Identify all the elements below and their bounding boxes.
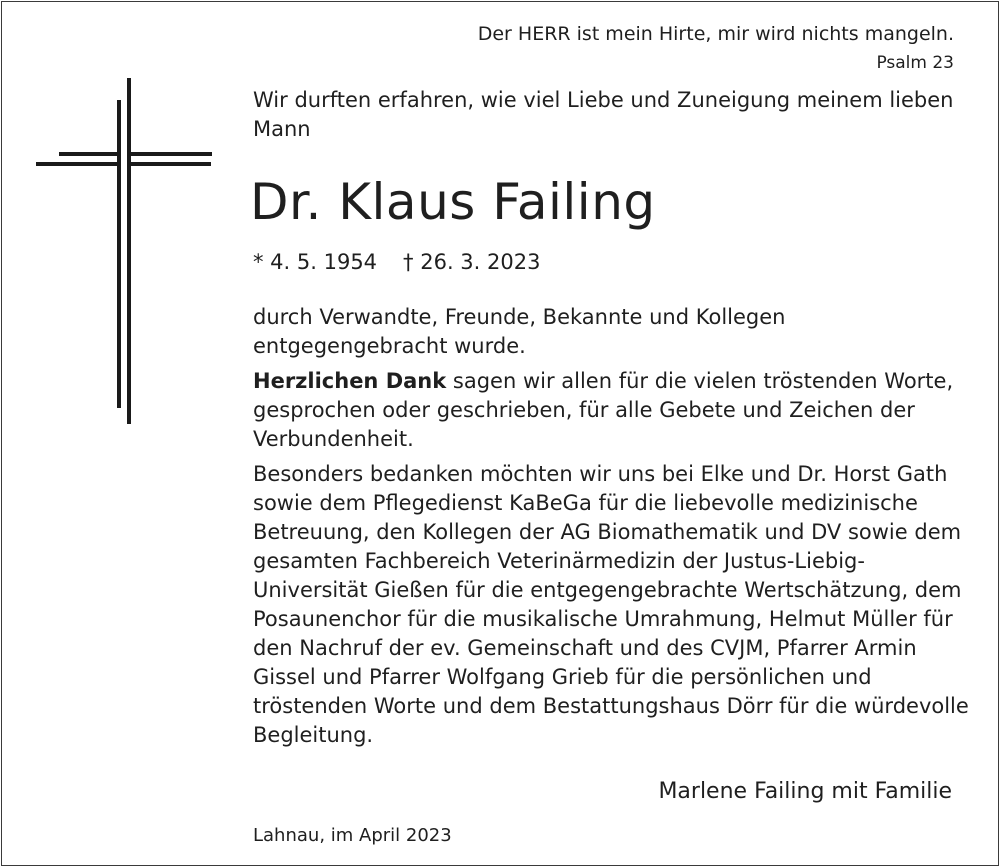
psalm-reference: Psalm 23 bbox=[876, 53, 954, 73]
special-thanks-paragraph: Besonders bedanken möchten wir uns bei Elke und Dr. Horst Gath sowie dem Pflegedienst KaBeGa für die liebevolle medizinische Betreuung, den Kollegen der AG Biomathematik und DV sowie dem gesamten Fachbereich Veterinärmedizin der Justus-Liebig-Universität Gießen für die entgegengebrachte Wertschätzung, dem Posaunenchor für die musikalische Umrahmung, Helmut Müller für den Nachruf der ev. Gemeinschaft und des CVJM, Pfarrer Armin Gissel und Pfarrer Wolfgang Grieb für die persönlichen und tröstenden Worte und dem Bestattungshaus Dörr für die würdevolle Begleitung. bbox=[253, 462, 969, 747]
psalm-quote: Der HERR ist mein Hirte, mir wird nichts mangeln. bbox=[477, 23, 954, 45]
death-date: † 26. 3. 2023 bbox=[403, 250, 541, 274]
continuation-text: durch Verwandte, Freunde, Bekannte und Kollegen entgegengebracht wurde. bbox=[253, 305, 786, 358]
intro-text: Wir durften erfahren, wie viel Liebe und Zuneigung meinem lieben Mann bbox=[253, 88, 954, 141]
thanks-paragraph bbox=[253, 367, 973, 454]
cross-icon bbox=[0, 0, 230, 440]
psalm-quote-block bbox=[478, 20, 954, 78]
place-date: Lahnau, im April 2023 bbox=[253, 825, 452, 846]
notice-body bbox=[253, 303, 973, 756]
thanks-heading: Herzlichen Dank bbox=[253, 369, 447, 393]
deceased-name: Dr. Klaus Failing bbox=[250, 173, 656, 231]
life-dates bbox=[253, 246, 540, 278]
signature: Marlene Failing mit Familie bbox=[658, 779, 952, 804]
birth-date: * 4. 5. 1954 bbox=[253, 250, 378, 274]
thanks-text: sagen wir allen für die vielen tröstenden Worte, gesprochen oder geschrieben, für alle Gebete und Zeichen der Verbundenheit. bbox=[253, 369, 954, 451]
